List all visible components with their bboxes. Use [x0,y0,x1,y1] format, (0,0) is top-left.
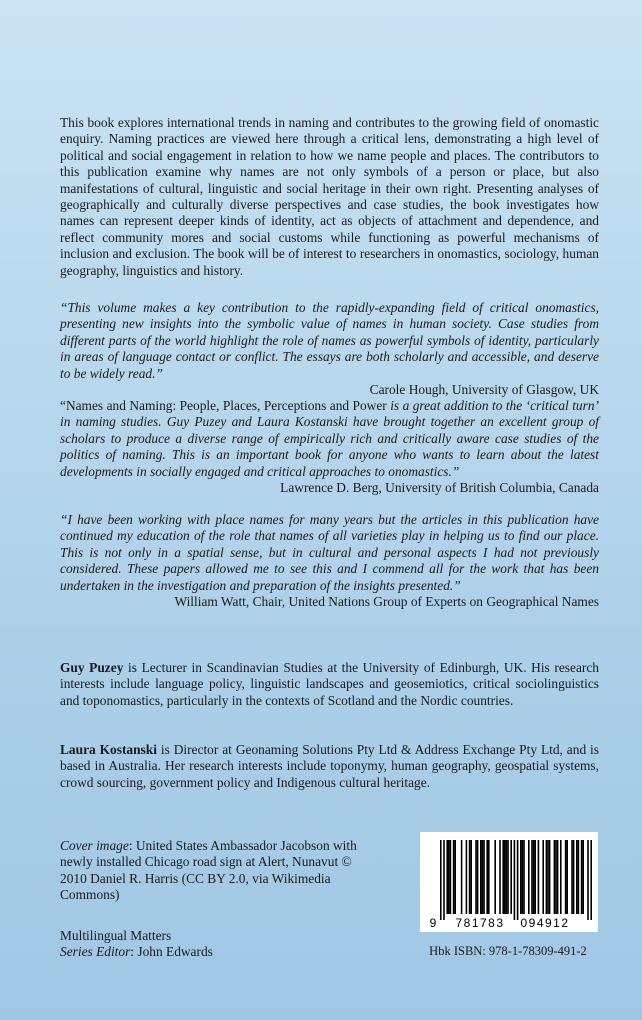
barcode-bar [534,840,536,914]
barcode-group-1: 781783 [455,916,505,930]
barcode-bar [565,840,567,914]
barcode-bar [510,840,512,914]
barcode-bar [446,840,448,914]
barcode-bar [507,840,509,914]
bio-body: is Director at Geonaming Solutions Pty Ltd & Address Exchange Pty Ltd, and is based in Australia. Her research interests include toponymy, human geography, geospatial systems, crowd sourcing, government policy and Indigenous cultural heritage. [60,742,599,790]
endorsement-watt [60,512,599,610]
endorsement-quote: “I have been working with place names for many years but the articles in this publication have continued my education of the role that names of all varieties play in helping us to find our place. This is not only in a spatial sense, but in cultural and personal aspects I had not previously considered. These papers allowed me to see this and I commend all for the work that has been undertaken in the investigation and preparation of the insights presented.” [60,512,599,593]
barcode-bar [554,840,556,914]
barcode-bar [466,840,468,914]
barcode [420,832,598,932]
barcode-bar [566,840,568,914]
barcode-bar [499,840,501,914]
barcode-group-2: 094912 [520,916,570,930]
barcode-bar [480,840,482,914]
barcode-bar [557,840,559,914]
editor-bio-puzey [60,660,599,709]
barcode-bar [531,840,533,914]
barcode-bar [528,840,530,914]
barcode-bar [448,840,450,914]
cover-credit-text [60,838,380,904]
barcode-bar [582,840,584,914]
barcode-bar [453,840,455,914]
barcode-bar [506,840,508,914]
barcode-bar [578,840,580,914]
barcode-bar [533,840,535,914]
barcode-bar [488,840,490,914]
barcode-bar [475,840,477,914]
description-text: This book explores international trends in naming and contributes to the growing field of onomastic enquiry. Naming practices are viewed here through a critical lens, demonstrating a high level of political and social engagement in relation to how we name people and places. The contributors to this publication examine why names are not only symbols of a person or place, but also manifestations of cultural, linguistic and social heritage in their own right. Presenting analyses of geographically and culturally diverse perspectives and case studies, the book investigates how names can represent deeper kinds of identity, act as objects of attachment and dependence, and reflect community mores and social customs while functioning as powerful mechanisms of inclusion and exclusion. The book will be of interest to researchers in onomastics, sociology, human geography, linguistics and history. [60,115,599,278]
cover-image-credit [60,838,380,904]
barcode-bar [590,840,592,920]
barcode-bar [450,840,452,914]
barcode-bar [469,840,471,914]
bio-name: Guy Puzey [60,660,124,675]
series-editor-line [60,944,380,960]
barcode-bars [440,840,592,920]
endorsement-attribution: Carole Hough, University of Glasgow, UK [369,382,599,398]
barcode-bar [576,840,578,914]
endorsement-berg [60,398,599,496]
barcode-bar [587,840,589,920]
barcode-bar [549,840,551,914]
endorsement-quote: “This volume makes a key contribution to the rapidly-expanding field of critical onomastics, presenting new insights into the symbolic value of names in human society. Case studies from different parts of the world highlight the role of names as powerful symbols of identity, particularly in areas of language contact or conflict. The essays are both scholarly and accessible, and deserve to be widely read.” [60,300,599,381]
barcode-bar [581,840,583,914]
barcode-bar [560,840,562,914]
publisher-name: Multilingual Matters [60,928,172,943]
barcode-bar [454,840,456,914]
book-description [60,115,599,279]
endorsement-quote-rest: is a great addition to the ‘critical turn’ in naming studies. Guy Puzey and Laura Kostanski have brought together an excellent group of scholars to produce a diverse range of empirically rich and critically aware case studies of the politics of naming. This is an important book for anyone who wants to learn about the latest developments in socially engaged and critical approaches to onomastics.” [60,398,599,479]
bio-name: Laura Kostanski [60,742,157,757]
barcode-bar [542,840,544,914]
barcode-bar [522,840,524,914]
endorsement-quote [60,398,599,480]
barcode-bar [538,840,540,914]
barcode-bar [555,840,557,914]
barcode-bar [514,840,516,920]
barcode-bar [443,840,445,920]
barcode-bar [517,840,519,920]
cover-credit-label: Cover image [60,838,129,853]
barcode-bar [477,840,479,914]
endorsement-attribution: William Watt, Chair, United Nations Group of Experts on Geographical Names [174,594,599,610]
barcode-bar [440,840,442,920]
isbn-label: Hbk ISBN: 978-1-78309-491-2 [429,944,587,958]
barcode-bar [523,840,525,914]
bio-text [60,742,599,791]
series-editor-name: : John Edwards [130,944,213,960]
endorsement-attribution: Lawrence D. Berg, University of British Columbia, Canada [280,480,599,496]
barcode-bar [520,840,522,914]
barcode-bar [504,840,506,914]
endorsement-hough [60,300,599,398]
barcode-bar [483,840,485,914]
barcode-bar [571,840,573,914]
barcode-bar [502,840,504,914]
bio-body: is Lecturer in Scandinavian Studies at the University of Edinburgh, UK. His research interests include language policy, linguistic landscapes and geosemiotics, critical sociolinguistics and toponomastics, particularly in the contexts of Scotland and the Nordic countries. [60,660,599,708]
cover-credit-body: : United States Ambassador Jacobson with newly installed Chicago road sign at Alert, Nunavut © 2010 Daniel R. Harris (CC BY 2.0, via Wikimedia Commons) [60,838,357,903]
barcode-bar [461,840,463,914]
barcode-bar [482,840,484,914]
series-editor-label: Series Editor [60,944,131,960]
publisher-block [60,928,380,961]
barcode-first-digit: 9 [429,916,437,930]
book-title-quote: “Names and Naming: People, Places, Perceptions and Power [60,398,387,413]
barcode-bar [546,840,548,914]
barcode-bar [486,840,488,914]
barcode-bar [573,840,575,914]
barcode-bar [547,840,549,914]
barcode-graphic [420,832,598,932]
barcode-bar [470,840,472,914]
bio-text [60,660,599,709]
editor-bio-kostanski [60,742,599,791]
barcode-bar [494,840,496,914]
